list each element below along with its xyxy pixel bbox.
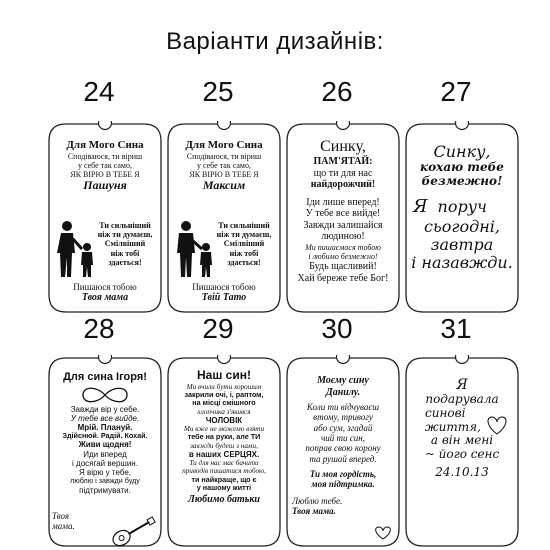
- tag-line: подарувала: [425, 392, 499, 407]
- tag-line: Ми вже не можемо взяти: [183, 425, 265, 434]
- design-number-30: 30: [321, 313, 353, 344]
- tag-line: Коли ти відчуваєш: [306, 402, 380, 412]
- tag-line: Для Мого Сина: [66, 139, 144, 151]
- tag-line: ніж ти думаєш,: [216, 230, 272, 240]
- design-number-28: 28: [83, 313, 115, 344]
- tag-line: Любимо батьки: [188, 494, 260, 506]
- design-card-25[interactable]: [165, 121, 283, 315]
- tag-line: здається!: [108, 257, 142, 267]
- tag-line: ЯК ВІРЮ В ТЕБЕ Я: [189, 170, 259, 180]
- tag-line: і досягай вершин.: [72, 458, 138, 468]
- tag-line: тебе на руки, але ТИ: [187, 432, 261, 442]
- heart-doodle-icon: [372, 525, 394, 541]
- tag-line: чий ти син,: [320, 433, 365, 444]
- tag-line: кохаю тебе: [420, 160, 504, 175]
- tag-line: поруч: [437, 196, 487, 216]
- tag-line: ПАМ'ЯТАЙ:: [313, 156, 373, 168]
- tag-line: хлопчика з'явився: [197, 407, 251, 416]
- tag-line: Иди вперед: [83, 449, 127, 459]
- tag-line: Я: [456, 377, 468, 393]
- tag-line: втому, тривогу: [313, 412, 373, 423]
- tag-line: Мрій. Плануй.: [77, 423, 133, 433]
- tag-line: Ти моя гордість,: [309, 469, 377, 480]
- tag-line: Для сина Ігоря!: [63, 371, 147, 383]
- design-number-31: 31: [440, 313, 472, 344]
- tag-line: приводів пишатися тобою,: [182, 467, 266, 476]
- tag-line: ніж ти думаєш,: [97, 230, 153, 240]
- tag-line: Твоя: [52, 511, 70, 521]
- tag-line: Пишаюся тобою: [73, 282, 137, 292]
- tag-line: підтримувати.: [79, 485, 131, 495]
- tag-line: Данилу.: [325, 386, 361, 398]
- design-number-27: 27: [440, 76, 472, 107]
- infinity-icon: [75, 387, 135, 403]
- guitar-icon: [106, 515, 158, 549]
- tag-line: закрили очі, і, раптом,: [184, 390, 264, 400]
- design-card-27[interactable]: [403, 121, 521, 315]
- tag-line: найдорожчий!: [310, 179, 376, 191]
- tag-line: 24.10.13: [435, 465, 489, 480]
- tag-line: Завжди вір у себе.: [70, 404, 140, 414]
- tag-line: ти найкраще, що є: [191, 474, 257, 484]
- design-card-31[interactable]: [403, 355, 521, 549]
- tag-line: на місці смішного: [192, 398, 256, 408]
- tag-line: поправ свою корону: [305, 443, 381, 454]
- tag-line: сьогодні,: [424, 216, 500, 236]
- tag-line: ніж тобі: [229, 248, 259, 258]
- design-number-26: 26: [321, 76, 353, 107]
- tag-line: У тебе все вийде.: [70, 413, 140, 423]
- tag-line: Я вірю у тебе,: [78, 468, 132, 478]
- tag-line: завтра: [430, 235, 494, 255]
- tag-line: ЯК ВІРЮ В ТЕБЕ Я: [70, 170, 140, 180]
- design-card-26[interactable]: [284, 121, 402, 315]
- tag-line: Іди лише вперед!: [306, 196, 380, 208]
- tag-line: Твоя мама: [81, 292, 129, 304]
- tag-line: ЧОЛОВІК: [205, 415, 243, 425]
- tag-line: Я: [413, 195, 428, 217]
- tag-line: Смілвіший: [223, 239, 265, 249]
- tag-line: та рушай вперед.: [309, 453, 377, 464]
- tag-line: Пишаюся тобою: [192, 282, 256, 292]
- tag-line: Ми пишаємося тобою: [305, 242, 381, 252]
- tag-line: Максим: [202, 178, 246, 193]
- tag-line: Люблю тебе.: [292, 495, 343, 506]
- tag-line: Ти для нас має бачити: [189, 459, 259, 468]
- tag-line: Твоя мама.: [292, 506, 336, 517]
- tag-line: Синку,: [320, 138, 366, 155]
- design-number-29: 29: [202, 313, 234, 344]
- design-card-30[interactable]: [284, 355, 402, 549]
- tag-line: Смілвіший: [104, 239, 146, 249]
- design-card-24[interactable]: [46, 121, 164, 315]
- tag-line: синові: [425, 405, 466, 420]
- tag-line: моя підтримка.: [311, 479, 375, 490]
- tag-line: Здійснюй. Радій. Кохай.: [62, 431, 148, 441]
- tag-line: Сподіваюся, ти віриш: [67, 151, 143, 161]
- design-number-25: 25: [202, 76, 234, 107]
- tag-line: Завжди залишайся: [303, 219, 383, 231]
- tag-line: і назавжди.: [411, 253, 513, 273]
- tag-line: і любимо безмежно!: [308, 252, 378, 262]
- tag-line: людиною!: [321, 231, 365, 243]
- tag-line: люблю і завжди буду: [70, 476, 140, 486]
- tag-line: Хай береже тебе Бог!: [297, 272, 389, 284]
- design-card-28[interactable]: [46, 355, 164, 549]
- tag-line: Синку,: [433, 142, 491, 161]
- tag-line: або сум, згадай: [313, 422, 373, 433]
- tag-line: У тебе все вийде!: [305, 208, 381, 220]
- tag-line: в наших СЕРЦЯХ.: [188, 449, 260, 459]
- design-card-29[interactable]: [165, 355, 283, 549]
- page-title: Варіанти дизайнів:: [166, 28, 384, 55]
- tag-line: Для Мого Сина: [185, 139, 263, 151]
- tag-line: Пашуня: [83, 178, 127, 193]
- tag-line: Ти сильніший: [99, 221, 151, 230]
- tag-line: а він мені: [430, 433, 494, 448]
- tag-line: Наш син!: [197, 368, 251, 382]
- tag-line: Ми вчили бути хорошим: [186, 382, 262, 391]
- tag-line: у нашому житті: [196, 482, 252, 492]
- tag-line: життя,: [425, 419, 481, 434]
- tag-line: ~ його сенс: [424, 447, 500, 462]
- tag-line: безмежно!: [421, 174, 503, 189]
- tag-line: Будь щасливий!: [309, 261, 377, 273]
- tag-line: ніж тобі: [110, 248, 140, 258]
- tag-line: завжди будеш з нами,: [190, 441, 258, 450]
- tag-line: Живи щодня!: [78, 440, 132, 450]
- tag-line: Сподіваюся, ти віриш: [186, 151, 262, 161]
- tag-line: Ти сильніший: [218, 221, 270, 230]
- tag-line: що ти для нас: [313, 167, 373, 179]
- tag-line: здається!: [227, 257, 261, 267]
- tag-line: мама.: [52, 521, 75, 532]
- heart-doodle-icon: [483, 413, 511, 437]
- tag-line: Твій Тато: [201, 292, 247, 304]
- tag-line: у себе так само,: [196, 160, 251, 170]
- tag-line: у себе так само,: [77, 160, 132, 170]
- design-number-24: 24: [83, 76, 115, 107]
- tag-line: Моєму сину: [317, 375, 369, 386]
